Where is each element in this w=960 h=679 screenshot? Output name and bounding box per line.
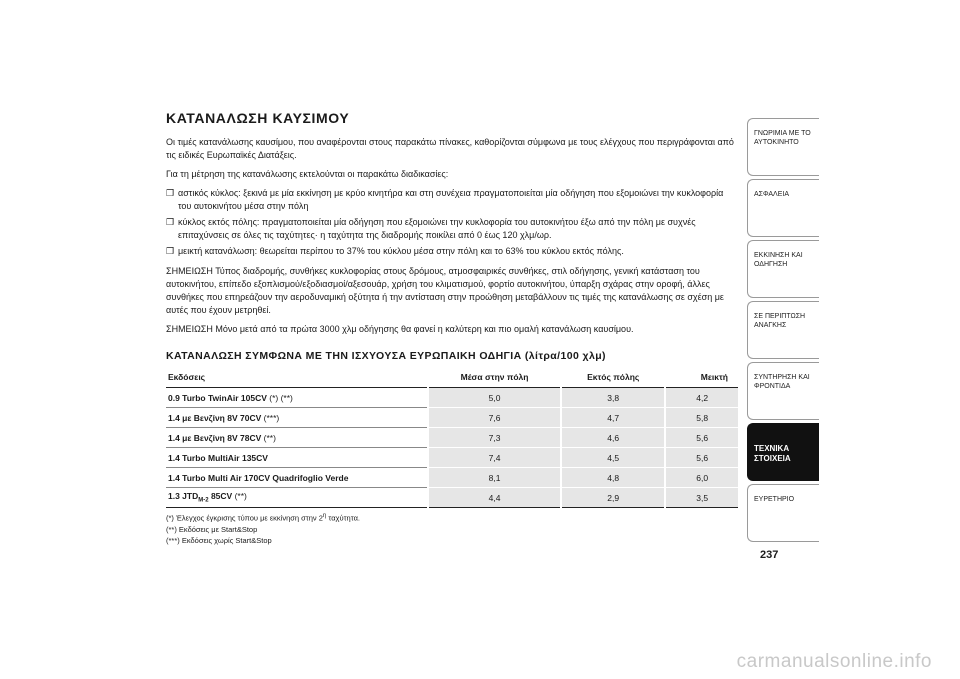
version-cell: 1.4 με Βενζίνη 8V 70CV (***) [166, 408, 428, 428]
extra-urban-value: 3,8 [561, 388, 665, 408]
version-cell: 1.4 με Βενζίνη 8V 78CV (**) [166, 428, 428, 448]
consumption-table [166, 368, 738, 508]
version-cell: 1.4 Turbo Multi Air 170CV Quadrifoglio Verde [166, 468, 428, 488]
page-title: ΚΑΤΑΝΑΛΩΣΗ ΚΑΥΣΙΜΟΥ [166, 110, 350, 126]
note-paragraph-2: ΣΗΜΕΙΩΣΗ Μόνο μετά από τα πρώτα 3000 χλμ οδήγησης θα φανεί η καλύτερη και πιο ομαλή κατανάλωση καυσίμου. [166, 324, 634, 334]
table-row [166, 468, 738, 488]
tab-safety[interactable]: ΑΣΦΑΛΕΙΑ [747, 179, 819, 237]
list-item: ❒ μεικτή κατανάλωση: θεωρείται περίπου το 37% του κύκλου μέσα στην πόλη και το 63% του κύκλου εκτός πόλης. [166, 246, 624, 256]
mixed-value: 5,6 [665, 428, 738, 448]
mixed-value: 6,0 [665, 468, 738, 488]
section-tabs [747, 118, 819, 545]
city-value: 7,6 [428, 408, 561, 428]
extra-urban-value: 4,8 [561, 468, 665, 488]
extra-urban-value: 4,7 [561, 408, 665, 428]
footnote-1: (*) Έλεγχος έγκρισης τύπου με εκκίνηση στην $2^\eta$ ταχύτητα. [166, 513, 360, 523]
table-title: ΚΑΤΑΝΑΛΩΣΗ ΣΥΜΦΩΝΑ ΜΕ ΤΗΝ ΙΣΧΥΟΥΣΑ ΕΥΡΩΠΑΙΚΗ ΟΔΗΓΙΑ (λίτρα/100 χλμ) [166, 350, 606, 362]
tab-getting-to-know[interactable]: ΓΝΩΡΙΜΙΑ ΜΕ ΤΟ ΑΥΤΟΚΙΝΗΤΟ [747, 118, 819, 176]
mixed-value: 5,6 [665, 448, 738, 468]
tab-maintenance[interactable]: ΣΥΝΤΗΡΗΣΗ ΚΑΙ ΦΡΟΝΤΙΔΑ [747, 362, 819, 420]
list-item: ❒ αστικός κύκλος: ξεκινά με μία εκκίνηση με κρύο κινητήρα και στη συνέχεια πραγματοποιείται μία οδήγηση που εξομοιώνει την κυκλοφορία του αυτοκινήτου μέσα στην πόλη [166, 188, 724, 211]
page-number: 237 [760, 549, 779, 561]
tab-index[interactable]: ΕΥΡΕΤΗΡΙΟ [747, 484, 819, 542]
city-value: 8,1 [428, 468, 561, 488]
table-header-row [166, 368, 738, 388]
footnote-3: (***) Εκδόσεις χωρίς Start&Stop [166, 535, 272, 545]
tab-starting-driving[interactable]: ΕΚΚΙΝΗΣΗ ΚΑΙ ΟΔΗΓΗΣΗ [747, 240, 819, 298]
city-value: 7,3 [428, 428, 561, 448]
city-value: 5,0 [428, 388, 561, 408]
table-row [166, 428, 738, 448]
intro-paragraph: Οι τιμές κατανάλωσης καυσίμου, που αναφέρονται στους παρακάτω πίνακες, καθορίζονται σύμφωνα με τους ελέγχους που περιγράφονται από τις ειδικές Ευρωπαϊκές Διατάξεις. [166, 137, 734, 160]
city-value: 4,4 [428, 488, 561, 508]
table-row [166, 448, 738, 468]
tab-emergency[interactable]: ΣΕ ΠΕΡΙΠΤΩΣΗ ΑΝΑΓΚΗΣ [747, 301, 819, 359]
column-header-city: Μέσα στην πόλη [428, 368, 561, 388]
procedure-list [166, 187, 738, 258]
column-header-mixed: Μεικτή [665, 368, 738, 388]
list-item: ❒ κύκλος εκτός πόλης: πραγματοποιείται μία οδήγηση που εξομοιώνει την κυκλοφορία του αυτοκινήτου έξω από την πόλη με συχνές επιταχύνσεις σε όλες τις ταχύτητες· η ταχύτητα της διαδρομής ποικίλει από 0 έως 120 χλμ/ωρ. [166, 217, 696, 240]
watermark: carmanualsonline.info [736, 651, 932, 672]
extra-urban-value: 4,6 [561, 428, 665, 448]
checkbox-bullet-icon: ❒ [166, 246, 175, 256]
note-paragraph-1: ΣΗΜΕΙΩΣΗ Τύπος διαδρομής, συνθήκες κυκλοφορίας στους δρόμους, ατμοσφαιρικές συνθήκες, στιλ οδήγησης, γενική κατάσταση του αυτοκινήτου, επίπεδο εξοπλισμού/εξοδιασμοί/αξεσουάρ, χρήση του κλιματισμού, φορτίο αυτοκινήτου, ύπαρξη σχάρας στην οροφή, άλλες συνθήκες που επηρεάζουν την αεροδυναμική οξύτητα ή την αντίσταση στην προώθηση μεταβάλλουν τις τιμές της κατανάλωσης σε σχέση με αυτές που έχουν μετρηθεί. [166, 266, 724, 315]
tab-technical-data[interactable]: ΤΕΧΝΙΚΑ ΣΤΟΙΧΕΙΑ [747, 423, 819, 481]
checkbox-bullet-icon: ❒ [166, 217, 175, 227]
version-cell: 1.3 $JTD_{M-2}$ 85CV (**) [166, 488, 428, 508]
version-cell: 1.4 Turbo MultiAir 135CV [166, 448, 428, 468]
checkbox-bullet-icon: ❒ [166, 188, 175, 198]
table-row [166, 388, 738, 408]
footnote-2: (**) Εκδόσεις με Start&Stop [166, 524, 258, 534]
version-cell: 0.9 Turbo TwinAir 105CV (*) (**) [166, 388, 428, 408]
extra-urban-value: 4,5 [561, 448, 665, 468]
mixed-value: 3,5 [665, 488, 738, 508]
column-header-extra-urban: Εκτός πόλης [561, 368, 665, 388]
mixed-value: 5,8 [665, 408, 738, 428]
column-header-versions: Εκδόσεις [166, 368, 428, 388]
table-row [166, 408, 738, 428]
table-row [166, 488, 738, 508]
main-content [166, 110, 738, 546]
procedures-intro: Για τη μέτρηση της κατανάλωσης εκτελούνται οι παρακάτω διαδικασίες: [166, 169, 449, 179]
city-value: 7,4 [428, 448, 561, 468]
mixed-value: 4,2 [665, 388, 738, 408]
extra-urban-value: 2,9 [561, 488, 665, 508]
